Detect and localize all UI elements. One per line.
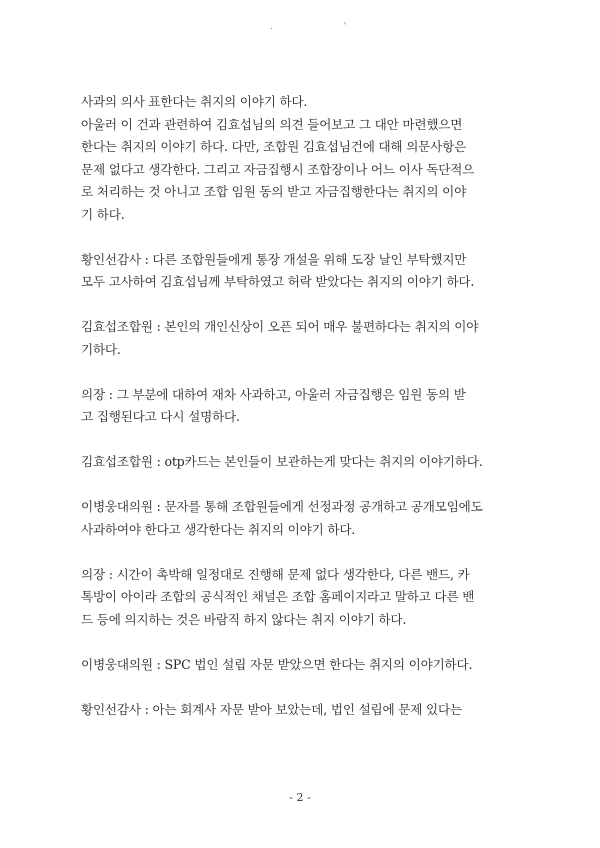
paragraph <box>81 316 543 361</box>
text-line: 아울러 이 건과 관련하여 김효섭님의 의견 들어보고 그 대안 마련했으면 <box>81 116 463 132</box>
paragraph <box>81 91 543 226</box>
text-line: 이병웅대의원 : 문자를 통해 조합원들에게 선정과정 공개하고 공개모임에도 <box>81 499 483 514</box>
text-line: 기 하다. <box>81 206 125 222</box>
paragraph <box>81 496 543 541</box>
text-line: 김효섭조합원 : otp카드는 본인들이 보관하는게 맞다는 취지의 이야기하다. <box>81 454 483 469</box>
text-line: 문제 없다고 생각한다. 그리고 자금집행시 조합장이나 어느 이사 독단적으 <box>81 161 475 177</box>
text-line: 고 집행된다고 다시 설명하다. <box>81 409 240 424</box>
paragraph <box>81 451 543 474</box>
page-number: - 2 - <box>289 791 311 804</box>
header-marks: . ' <box>270 22 381 32</box>
text-line: 사과의 의사 표한다는 취지의 이야기 하다. <box>81 94 308 109</box>
text-line: 황인선감사 : 아는 회계사 자문 받아 보았는데, 법인 설립에 문제 있다는 <box>81 701 462 717</box>
text-line: 톡방이 아이라 조합의 공식적인 채널은 조합 홈페이지라고 말하고 다른 밴 <box>81 589 475 604</box>
text-line: 한다는 취지의 이야기 하다. 다만, 조합원 김효섭님건에 대해 의문사항은 <box>81 139 467 154</box>
text-line: 로 처리하는 것 아니고 조합 임원 동의 받고 자금집행한다는 취지의 이야 <box>81 184 467 199</box>
text-line: 김효섭조합원 : 본인의 개인신상이 오픈 되어 매우 불편하다는 취지의 이야 <box>81 319 479 334</box>
paragraph <box>81 699 543 722</box>
text-line: 의장 : 그 부분에 대하여 재차 사과하고, 아울러 자금집행은 임원 동의 받 <box>81 386 466 402</box>
paragraph <box>81 564 543 632</box>
paragraph <box>81 249 543 294</box>
paragraph <box>81 654 543 677</box>
text-line: 황인선감사 : 다른 조합원들에게 통장 개설을 위해 도장 날인 부탁했지만 <box>81 251 467 267</box>
text-line: 모두 고사하여 김효섭님께 부탁하였고 허락 받았다는 취지의 이야기 하다. <box>81 274 475 289</box>
text-line: 기하다. <box>81 341 121 357</box>
text-line: 사과하여야 한다고 생각한다는 취지의 이야기 하다. <box>81 521 356 537</box>
text-line: 의장 : 시간이 촉박해 일정대로 진행해 문제 없다 생각한다, 다른 밴드, 카 <box>81 566 470 582</box>
paragraph <box>81 384 543 429</box>
text-line: 드 등에 의지하는 것은 바람직 하지 않다는 취지 이야기 하다. <box>81 611 407 627</box>
document-body <box>81 91 543 744</box>
text-line: 이병웅대의원 : SPC 법인 설립 자문 받았으면 한다는 취지의 이야기하다. <box>81 656 473 672</box>
